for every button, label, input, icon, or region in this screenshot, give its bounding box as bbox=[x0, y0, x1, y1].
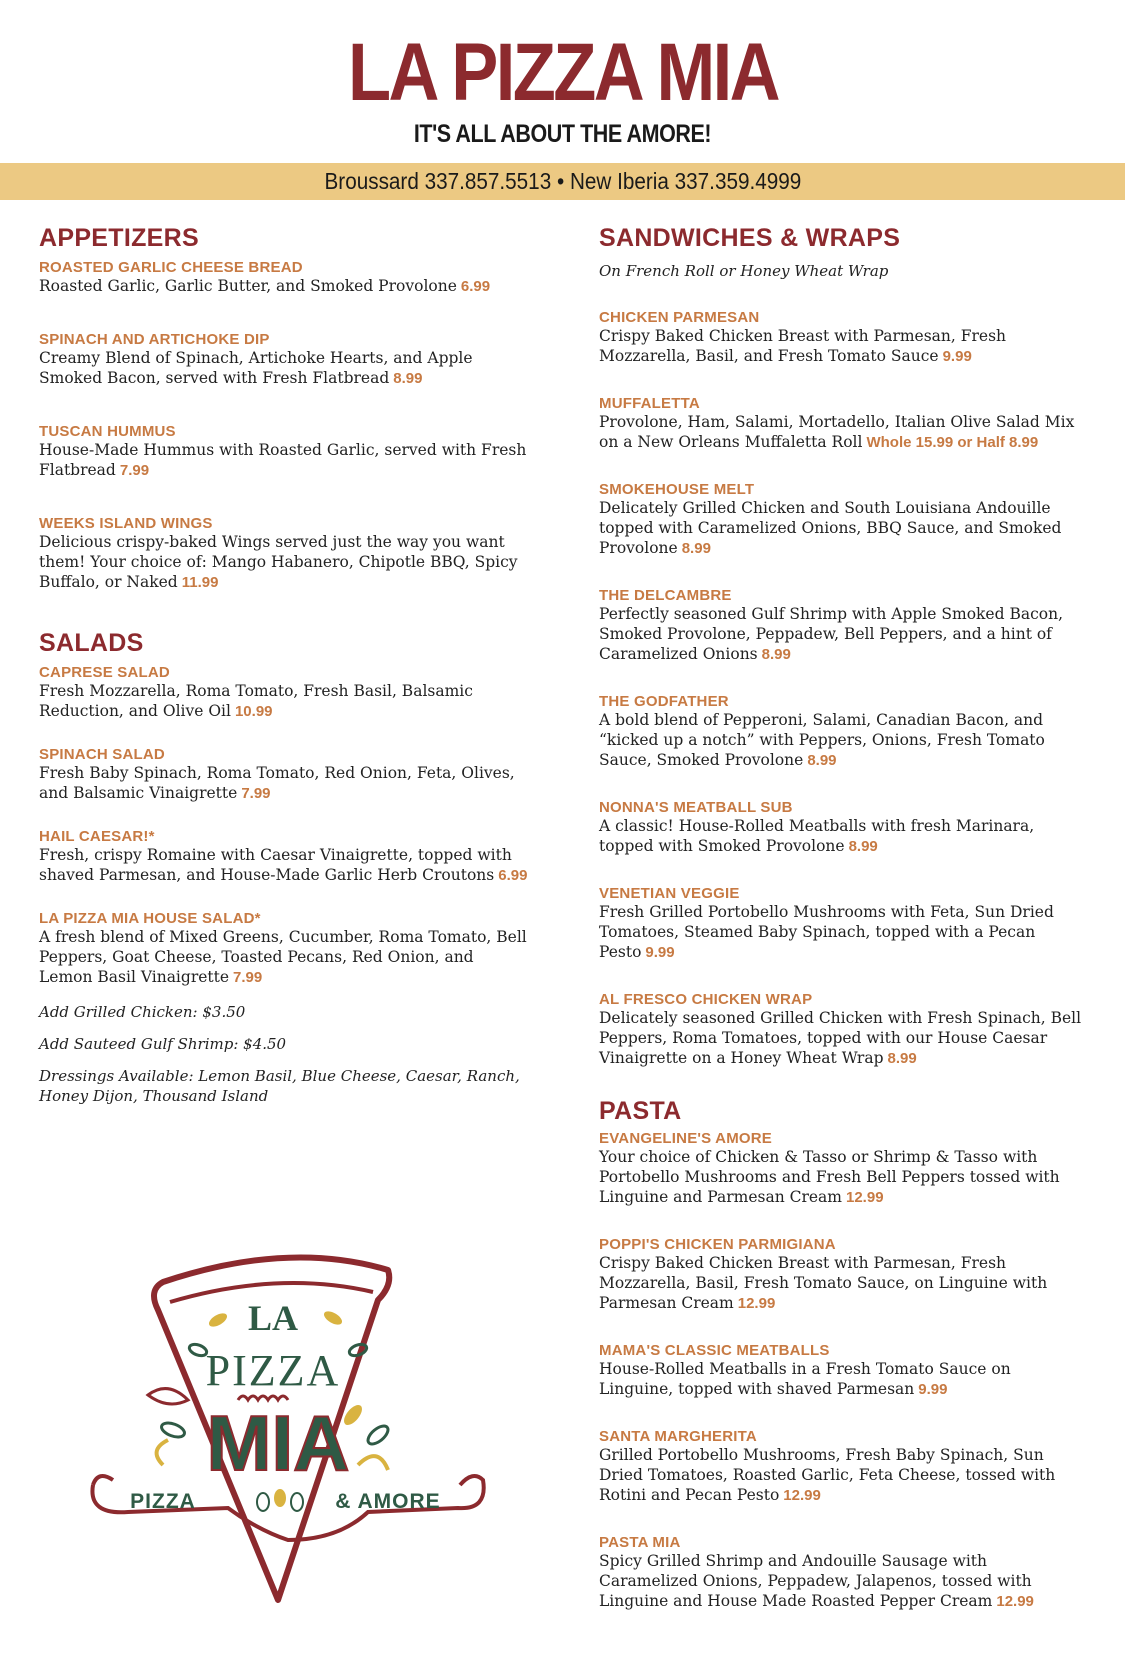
item-name: NONNA'S MEATBALL SUB bbox=[599, 799, 793, 816]
leaf-icon bbox=[207, 1311, 229, 1330]
item-name: AL FRESCO CHICKEN WRAP bbox=[599, 991, 813, 1008]
menu-item bbox=[599, 991, 1089, 1069]
right-column bbox=[599, 224, 1089, 1612]
item-name: SANTA MARGHERITA bbox=[599, 1428, 757, 1445]
swirl-icon bbox=[148, 1389, 188, 1404]
item-desc: House-Rolled Meatballs in a Fresh Tomato Sauce on Linguine, topped with shaved Parmesan 9.99 bbox=[599, 1360, 1011, 1398]
leaf-icon bbox=[160, 1420, 187, 1439]
item-name: SPINACH SALAD bbox=[39, 746, 165, 763]
item-price: 7.99 bbox=[241, 785, 271, 802]
item-desc: Fresh, crispy Romaine with Caesar Vinaigrette, topped with shaved Parmesan, and House-Made Garlic Herb Croutons 6.99 bbox=[39, 846, 528, 884]
menu-header bbox=[0, 0, 1125, 149]
menu-item bbox=[599, 1428, 1089, 1506]
item-desc: Delicately Grilled Chicken and South Louisiana Andouille topped with Caramelized Onions, BBQ Sauce, and Smoked Provolone 8.99 bbox=[599, 499, 1062, 557]
item-name: MUFFALETTA bbox=[599, 395, 700, 412]
menu-item bbox=[599, 481, 1089, 559]
leaf-icon bbox=[322, 1309, 344, 1328]
logo-text-mia: MIA bbox=[206, 1399, 350, 1487]
leaf-icon bbox=[257, 1493, 269, 1511]
item-price: 6.99 bbox=[460, 278, 491, 295]
item-price: 8.99 bbox=[681, 540, 711, 557]
item-desc: Perfectly seasoned Gulf Shrimp with Apple Smoked Bacon, Smoked Provolone, Peppadew, Bell Peppers, and a hint of Caramelized Onions 8.99 bbox=[599, 605, 1064, 663]
menu-item bbox=[599, 885, 1089, 963]
section-title-salads: SALADS bbox=[39, 629, 144, 657]
item-name: EVANGELINE'S AMORE bbox=[599, 1130, 773, 1147]
menu-item bbox=[39, 423, 529, 481]
menu-item bbox=[39, 664, 529, 722]
menu-item bbox=[39, 828, 529, 886]
salad-note: Add Sauteed Gulf Shrimp: $4.50 bbox=[39, 1035, 287, 1053]
menu-item bbox=[39, 515, 529, 593]
menu-item bbox=[599, 799, 1089, 857]
leaf-icon bbox=[274, 1489, 286, 1507]
item-name: ROASTED GARLIC CHEESE BREAD bbox=[39, 259, 303, 276]
leaf-icon bbox=[291, 1493, 303, 1511]
swirl-icon bbox=[157, 1440, 168, 1465]
section-title-sandwiches: SANDWICHES & WRAPS bbox=[599, 224, 901, 252]
item-price: 8.99 bbox=[848, 838, 878, 855]
item-desc: Crispy Baked Chicken Breast with Parmesan, Fresh Mozzarella, Basil, and Fresh Tomato Sauce 9.99 bbox=[599, 327, 1007, 365]
phone-bar bbox=[0, 163, 1125, 200]
item-name: SMOKEHOUSE MELT bbox=[599, 481, 755, 498]
logo-text-pizza-small: PIZZA bbox=[130, 1490, 196, 1513]
item-name: PASTA MIA bbox=[599, 1534, 681, 1551]
item-name: HAIL CAESAR!* bbox=[39, 828, 155, 845]
item-price: 6.99 bbox=[498, 867, 528, 884]
left-column bbox=[39, 224, 529, 1106]
menu-item bbox=[599, 395, 1089, 453]
item-price: 9.99 bbox=[942, 348, 972, 365]
item-desc: Crispy Baked Chicken Breast with Parmesan, Fresh Mozzarella, Basil, Fresh Tomato Sauce, on Linguine with Parmesan Cream 12.99 bbox=[599, 1254, 1048, 1312]
swirl-left-icon bbox=[93, 1476, 113, 1485]
item-desc: Provolone, Ham, Salami, Mortadello, Italian Olive Salad Mix on a New Orleans Muffaletta Roll Whole 15.99 or Half 8.99 bbox=[599, 413, 1075, 451]
restaurant-name: LA PIZZA MIA bbox=[347, 27, 778, 118]
item-name: VENETIAN VEGGIE bbox=[599, 885, 740, 902]
item-name: WEEKS ISLAND WINGS bbox=[39, 515, 213, 532]
item-price: 12.99 bbox=[996, 1593, 1034, 1610]
logo-text-la: LA bbox=[247, 1298, 299, 1338]
item-price: 7.99 bbox=[233, 969, 263, 986]
logo-text-amore: & AMORE bbox=[335, 1490, 441, 1513]
menu-item bbox=[599, 309, 1089, 367]
menu-item bbox=[599, 693, 1089, 771]
item-desc: Roasted Garlic, Garlic Butter, and Smoked Provolone 6.99 bbox=[39, 277, 491, 295]
section-title-appetizers: APPETIZERS bbox=[39, 224, 199, 252]
item-name: POPPI'S CHICKEN PARMIGIANA bbox=[599, 1236, 836, 1253]
item-price: 7.99 bbox=[119, 462, 150, 479]
logo-text-pizza: PIZZA bbox=[205, 1346, 341, 1395]
item-price: 8.99 bbox=[887, 1050, 917, 1067]
phone-numbers: Broussard 337.857.5513 • New Iberia 337.359.4999 bbox=[324, 168, 801, 194]
item-desc: Delicately seasoned Grilled Chicken with Fresh Spinach, Bell Peppers, Roma Tomatoes, topped with our House Caesar Vinaigrette on a Honey Wheat Wrap 8.99 bbox=[599, 1009, 1082, 1067]
item-price: 12.99 bbox=[737, 1295, 776, 1312]
pizza-slice-logo bbox=[88, 1240, 508, 1610]
item-price: 8.99 bbox=[807, 752, 837, 769]
item-name: CHICKEN PARMESAN bbox=[599, 309, 760, 326]
item-desc: Creamy Blend of Spinach, Artichoke Hearts, and Apple Smoked Bacon, served with Fresh Flatbread 8.99 bbox=[39, 349, 473, 387]
item-price: 8.99 bbox=[761, 646, 791, 663]
item-name: THE GODFATHER bbox=[599, 693, 729, 710]
item-desc: Your choice of Chicken & Tasso or Shrimp & Tasso with Portobello Mushrooms and Fresh Bell Peppers tossed with Linguine and Parmesan Cream 12.99 bbox=[599, 1148, 1060, 1206]
salad-note: Add Grilled Chicken: $3.50 bbox=[39, 1003, 246, 1021]
item-name: MAMA'S CLASSIC MEATBALLS bbox=[599, 1342, 830, 1359]
menu-item bbox=[39, 331, 529, 389]
menu-item bbox=[39, 259, 529, 297]
item-name: TUSCAN HUMMUS bbox=[39, 423, 176, 440]
salad-note: Dressings Available: Lemon Basil, Blue Cheese, Caesar, Ranch, Honey Dijon, Thousand Island bbox=[39, 1067, 520, 1105]
swirl-icon bbox=[358, 1456, 388, 1470]
item-desc: A bold blend of Pepperoni, Salami, Canadian Bacon, and “kicked up a notch” with Peppers, Onions, Fresh Tomato Sauce, Smoked Provolone 8.99 bbox=[599, 711, 1045, 769]
item-desc: Fresh Mozzarella, Roma Tomato, Fresh Basil, Balsamic Reduction, and Olive Oil 10.99 bbox=[39, 682, 473, 720]
section-title-pasta: PASTA bbox=[599, 1097, 682, 1125]
leaf-icon bbox=[365, 1423, 391, 1448]
item-desc: Delicious crispy-baked Wings served just the way you want them! Your choice of: Mango Habanero, Chipotle BBQ, Spicy Buffalo, or Naked 11.99 bbox=[39, 533, 518, 591]
item-name: LA PIZZA MIA HOUSE SALAD* bbox=[39, 910, 261, 927]
item-desc: Grilled Portobello Mushrooms, Fresh Baby Spinach, Sun Dried Tomatoes, Roasted Garlic, Feta Cheese, tossed with Rotini and Pecan Pesto 12.99 bbox=[599, 1446, 1056, 1504]
menu-item bbox=[599, 587, 1089, 665]
menu-item bbox=[39, 910, 529, 988]
item-desc: A classic! House-Rolled Meatballs with fresh Marinara, topped with Smoked Provolone 8.99 bbox=[599, 817, 1035, 855]
menu-item bbox=[39, 746, 529, 804]
menu-item bbox=[599, 1342, 1089, 1400]
item-price: 12.99 bbox=[846, 1189, 884, 1206]
menu-item bbox=[599, 1130, 1089, 1208]
item-desc: Fresh Grilled Portobello Mushrooms with Feta, Sun Dried Tomatoes, Steamed Baby Spinach, topped with a Pecan Pesto 9.99 bbox=[599, 903, 1054, 961]
item-price: 12.99 bbox=[783, 1487, 821, 1504]
menu-item bbox=[599, 1534, 1089, 1612]
item-name: SPINACH AND ARTICHOKE DIP bbox=[39, 331, 270, 348]
item-desc: Spicy Grilled Shrimp and Andouille Sausage with Caramelized Onions, Peppadew, Jalapenos, tossed with Linguine and House Made Roasted Pepper Cream 12.99 bbox=[599, 1552, 1034, 1610]
leaf-icon bbox=[348, 1342, 368, 1358]
section-subtitle: On French Roll or Honey Wheat Wrap bbox=[599, 262, 889, 280]
item-name: CAPRESE SALAD bbox=[39, 664, 170, 681]
item-price: 9.99 bbox=[918, 1381, 948, 1398]
item-desc: Fresh Baby Spinach, Roma Tomato, Red Onion, Feta, Olives, and Balsamic Vinaigrette 7.99 bbox=[39, 764, 515, 802]
tagline: IT'S ALL ABOUT THE AMORE! bbox=[413, 120, 712, 148]
item-price: 8.99 bbox=[393, 370, 423, 387]
item-desc: House-Made Hummus with Roasted Garlic, served with Fresh Flatbread 7.99 bbox=[39, 441, 527, 479]
item-name: THE DELCAMBRE bbox=[599, 587, 732, 604]
item-price: 11.99 bbox=[181, 574, 219, 591]
item-price: Whole 15.99 or Half 8.99 bbox=[866, 434, 1039, 451]
menu-item bbox=[599, 1236, 1089, 1314]
item-price: 9.99 bbox=[645, 944, 675, 961]
item-price: 10.99 bbox=[234, 703, 273, 720]
item-desc: A fresh blend of Mixed Greens, Cucumber, Roma Tomato, Bell Peppers, Goat Cheese, Toasted Pecans, Red Onion, and Lemon Basil Vinaigrette 7.99 bbox=[39, 928, 527, 986]
